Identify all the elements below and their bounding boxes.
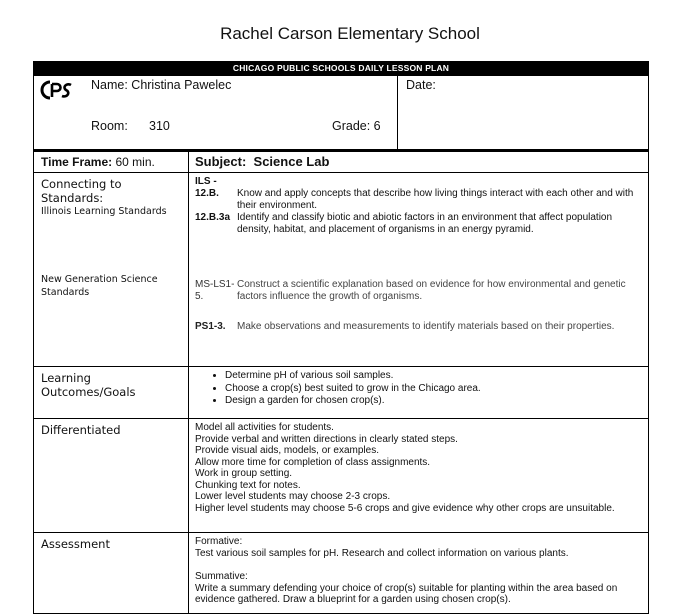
outcomes-list xyxy=(195,370,642,408)
school-title: Rachel Carson Elementary School xyxy=(220,24,480,43)
date-value-cell xyxy=(398,109,648,149)
list-item: Provide visual aids, models, or examples. xyxy=(195,445,379,456)
summative-label: Summative: xyxy=(195,571,248,582)
illinois-standards-label: Illinois Learning Standards xyxy=(41,206,167,217)
list-item: Lower level students may choose 2-3 crops. xyxy=(195,491,391,502)
room-grade-cell xyxy=(34,109,398,149)
outcomes-row xyxy=(34,366,648,418)
time-frame-label: Time Frame: xyxy=(41,155,113,169)
header-row-room xyxy=(34,109,648,149)
list-item: Provide verbal and written directions in clearly stated steps. xyxy=(195,433,458,445)
grade-value: Grade: 6 xyxy=(332,119,381,133)
standard-text: Make observations and measurements to identify materials based on their properties. xyxy=(237,321,615,332)
list-item: Higher level students may choose 5-6 crops and give evidence why other crops are unsuitable. xyxy=(195,502,615,514)
standard-code: 12.B. xyxy=(195,188,219,199)
standard-code: PS1-3. xyxy=(195,321,226,332)
list-item: Work in group setting. xyxy=(195,468,293,479)
standard-ps1-3 xyxy=(195,321,642,333)
standard-text: Construct a scientific explanation based on evidence for how environmental and genetic factors influence the growth of organisms. xyxy=(237,279,626,302)
room-label: Room: xyxy=(91,119,128,133)
subject-cell xyxy=(189,152,648,172)
list-item: Model all activities for students. xyxy=(195,422,334,433)
standard-text: Know and apply concepts that describe how living things interact with each other and with their environment. xyxy=(237,188,634,211)
outcomes-content xyxy=(189,367,648,418)
subject-label: Subject: xyxy=(195,154,247,169)
summative-text: Write a summary defending your choice of crop(s) suitable for planting within the area based on evidence gathered. Draw a blueprint for a garden using chosen crop(s). xyxy=(195,582,618,605)
differentiated-label: Differentiated xyxy=(34,419,189,532)
room-value: 310 xyxy=(149,119,170,133)
teacher-name: Name: Christina Pawelec xyxy=(91,78,232,92)
assessment-label: Assessment xyxy=(34,533,189,613)
standard-12b xyxy=(195,188,642,212)
name-cell xyxy=(34,76,398,109)
standard-ms-ls1-5 xyxy=(195,279,642,303)
list-item: • Determine pH of various soil samples. xyxy=(225,370,642,383)
assessment-row xyxy=(34,532,648,613)
outcomes-label: Learning Outcomes/Goals xyxy=(34,367,189,418)
differentiated-content xyxy=(189,419,648,532)
list-item: • Design a garden for chosen crop(s). xyxy=(225,395,642,408)
formative-label: Formative: xyxy=(195,536,243,547)
time-subject-row xyxy=(34,150,648,172)
standard-12b3a xyxy=(195,212,642,236)
list-item: Allow more time for completion of class assignments. xyxy=(195,456,431,468)
plan-body xyxy=(33,150,649,614)
differentiated-row xyxy=(34,418,648,532)
time-frame-cell xyxy=(34,152,189,172)
standards-label-cell xyxy=(34,173,189,366)
formative-text: Test various soil samples for pH. Research and collect information on various plants. xyxy=(195,547,569,559)
lesson-plan-banner: CHICAGO PUBLIC SCHOOLS DAILY LESSON PLAN xyxy=(33,61,649,76)
standard-code: 12.B.3a xyxy=(195,212,231,223)
assessment-content xyxy=(189,533,648,613)
standards-content-cell xyxy=(189,173,648,366)
subject-value: Science Lab xyxy=(253,154,330,169)
standard-code: MS-LS1-5. xyxy=(195,279,235,302)
ils-heading: ILS - xyxy=(195,176,217,187)
standard-text: Identify and classify biotic and abiotic factors in an environment that affect population density, habitat, and placement of organisms in an energy pyramid. xyxy=(237,212,613,235)
standards-label: Connecting to Standards: xyxy=(41,177,122,205)
cps-logo-icon xyxy=(40,79,74,101)
lesson-plan-form xyxy=(33,61,649,614)
list-item: Chunking text for notes. xyxy=(195,479,301,491)
ngss-label: New Generation Science Standards xyxy=(41,274,158,298)
time-frame-value: 60 min. xyxy=(112,155,155,169)
standards-row xyxy=(34,172,648,366)
header-box xyxy=(33,76,649,150)
date-label: Date: xyxy=(406,78,436,92)
header-row-name xyxy=(34,76,648,109)
list-item: • Choose a crop(s) best suited to grow in the Chicago area. xyxy=(225,383,642,396)
